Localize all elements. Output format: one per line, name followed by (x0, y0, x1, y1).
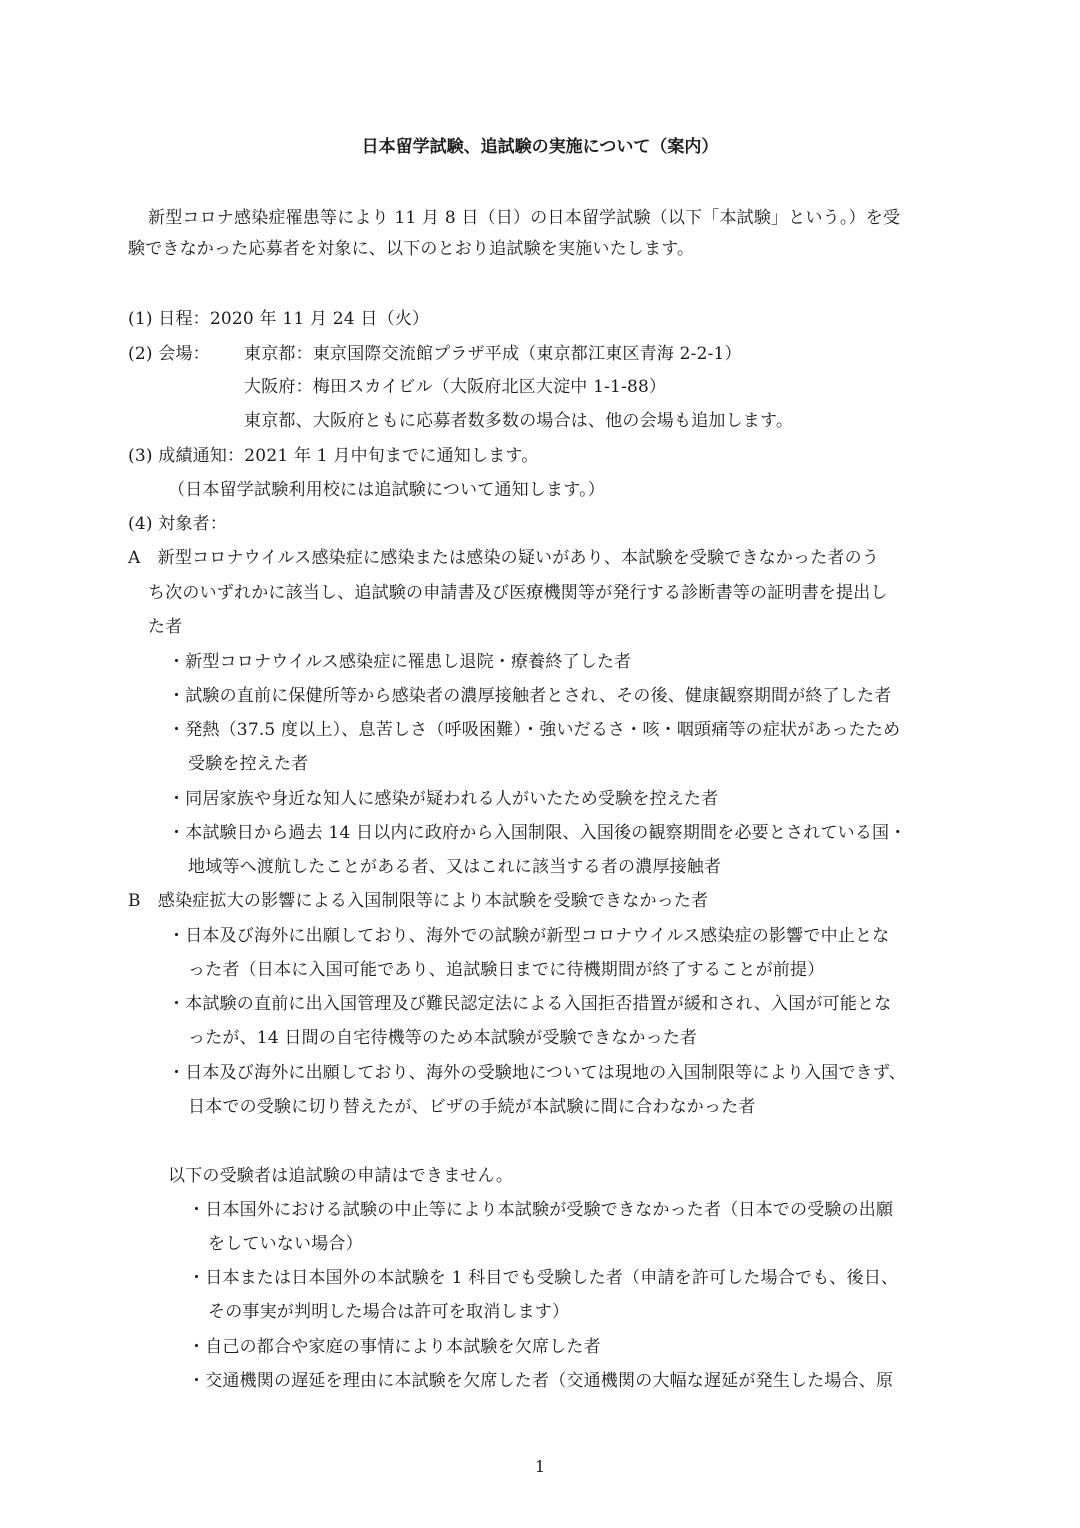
exclusion-intro: 以下の受験者は追試験の申請はできません。 (168, 1166, 514, 1186)
exclusion-item-1-line-2: をしていない場合） (208, 1234, 363, 1254)
eligible-label: (4) 対象者： (128, 514, 228, 534)
a-item-2: ・試験の直前に保健所等から感染者の濃厚接触者とされ、その後、健康観察期間が終了した者 (168, 686, 892, 706)
b-item-3-line-2: 日本での受験に切り替えたが、ビザの手続が本試験に間に合わなかった者 (188, 1097, 756, 1117)
a-item-1: ・新型コロナウイルス感染症に罹患し退院・療養終了した者 (168, 652, 632, 672)
exclusion-item-4-line-1: ・交通機関の遅延を理由に本試験を欠席した者（交通機関の大幅な遅延が発生した場合、原 (188, 1371, 894, 1391)
section-a-line-1: A 新型コロナウイルス感染症に感染または感染の疑いがあり、本試験を受験できなかった者のう (128, 548, 880, 568)
document-title: 日本留学試験、追試験の実施について（案内） (361, 137, 719, 157)
venue-osaka: 大阪府：梅田スカイビル（大阪府北区大淀中 1-1-88） (244, 377, 667, 397)
exclusion-item-2-line-2: その事実が判明した場合は許可を取消します） (208, 1302, 570, 1322)
a-item-3-line-2: 受験を控えた者 (188, 754, 309, 774)
b-item-1-line-2: った者（日本に入国可能であり、追試験日までに待機期間が終了することが前提） (188, 960, 825, 980)
a-item-5-line-1: ・本試験日から過去 14 日以内に政府から入国制限、入国後の観察期間を必要とされている国・ (168, 823, 907, 843)
exclusion-item-3: ・自己の都合や家庭の事情により本試験を欠席した者 (188, 1337, 601, 1357)
section-a-line-2: ち次のいずれかに該当し、追試験の申請書及び医療機関等が発行する診断書等の証明書を提出し (148, 583, 888, 603)
b-item-3-line-1: ・日本及び海外に出願しており、海外の受験地については現地の入国制限等により入国できず、 (168, 1063, 906, 1083)
venue-tokyo: 東京都：東京国際交流館プラザ平成（東京都江東区青海 2-2-1） (244, 344, 742, 364)
b-item-2-line-1: ・本試験の直前に出入国管理及び難民認定法による入国拒否措置が緩和され、入国が可能とな (168, 994, 892, 1014)
b-item-2-line-2: ったが、14 日間の自宅待機等のため本試験が受験できなかった者 (188, 1028, 698, 1048)
exclusion-item-2-line-1: ・日本または日本国外の本試験を 1 科目でも受験した者（申請を許可した場合でも、後日、 (188, 1268, 899, 1288)
venue-note: 東京都、大阪府ともに応募者数多数の場合は、他の会場も追加します。 (244, 411, 794, 431)
intro-line-1: 新型コロナ感染症罹患等により 11 月 8 日（日）の日本留学試験（以下「本試験」という。）を受 (148, 208, 901, 228)
section-b-line: B 感染症拡大の影響による入国制限等により本試験を受験できなかった者 (128, 891, 709, 911)
a-item-4: ・同居家族や身近な知人に感染が疑われる人がいたため受験を控えた者 (168, 789, 719, 809)
intro-line-2: 験できなかった応募者を対象に、以下のとおり追試験を実施いたします。 (128, 239, 695, 259)
results-note: （日本留学試験利用校には追試験について通知します。） (168, 480, 605, 500)
schedule-line: (1) 日程：2020 年 11 月 24 日（火） (128, 309, 430, 329)
venue-label: (2) 会場： (128, 344, 210, 364)
results-line: (3) 成績通知：2021 年 1 月中旬までに通知します。 (128, 446, 539, 466)
a-item-3-line-1: ・発熱（37.5 度以上）、息苦しさ（呼吸困難）・強いだるさ・咳・咽頭痛等の症状があったため (168, 720, 901, 740)
a-item-5-line-2: 地域等へ渡航したことがある者、又はこれに該当する者の濃厚接触者 (188, 857, 722, 877)
b-item-1-line-1: ・日本及び海外に出願しており、海外での試験が新型コロナウイルス感染症の影響で中止とな (168, 926, 890, 946)
page-number: 1 (534, 1457, 546, 1476)
exclusion-item-1-line-1: ・日本国外における試験の中止等により本試験が受験できなかった者（日本での受験の出願 (188, 1200, 894, 1220)
section-a-line-3: た者 (148, 617, 183, 637)
